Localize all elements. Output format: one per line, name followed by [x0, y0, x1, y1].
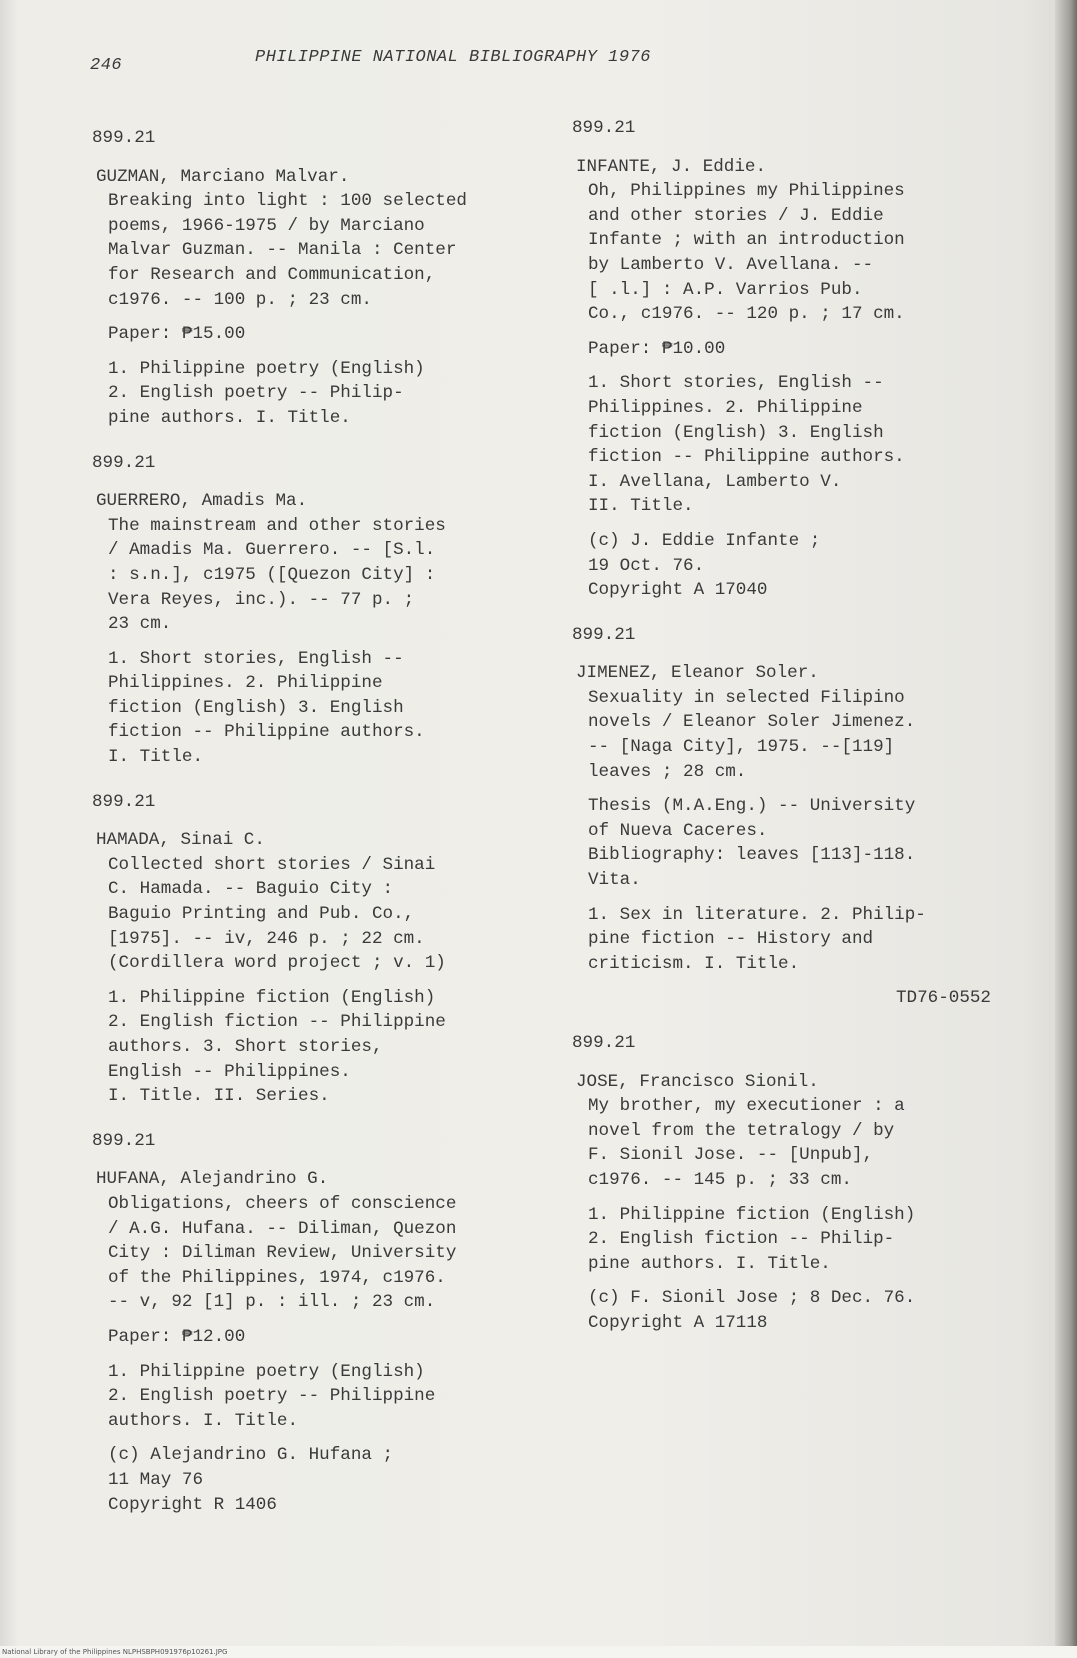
- classification-number: 899.21: [92, 452, 156, 473]
- description-line: of the Philippines, 1974, c1976.: [108, 1267, 446, 1288]
- subject-line: 1. Philippine poetry (English): [108, 1361, 425, 1382]
- description-line: c1976. -- 145 p. ; 33 cm.: [588, 1169, 852, 1190]
- left-column: [92, 126, 536, 1537]
- description-line: : s.n.], c1975 ([Quezon City] :: [108, 564, 436, 585]
- catalog-entry: [92, 790, 536, 1109]
- description-line: Vera Reyes, inc.). -- 77 p. ;: [108, 589, 415, 610]
- description-line: poems, 1966-1975 / by Marciano: [108, 215, 425, 236]
- description-line: Breaking into light : 100 selected: [108, 191, 467, 212]
- body-block: [588, 686, 1021, 784]
- body-block: [588, 1094, 1021, 1192]
- subject-line: 1. Philippine fiction (English): [108, 987, 436, 1008]
- subject-line: 1. Short stories, English --: [108, 648, 404, 669]
- note-line: Paper: ₱10.00: [588, 338, 726, 359]
- description-line: c1976. -- 100 p. ; 23 cm.: [108, 289, 372, 310]
- description-line: novels / Eleanor Soler Jimenez.: [588, 712, 916, 733]
- subject-line: English -- Philippines.: [108, 1061, 351, 1082]
- description-line: The mainstream and other stories: [108, 515, 446, 536]
- page-number: 246: [90, 56, 123, 75]
- subject-line: 2. English poetry -- Philip-: [108, 383, 404, 404]
- catalog-entry: [572, 623, 1021, 1011]
- copyright-line: (c) F. Sionil Jose ; 8 Dec. 76.: [588, 1288, 916, 1309]
- entry-body: [96, 165, 536, 431]
- entry-body: [96, 1167, 536, 1517]
- subject-line: 2. English fiction -- Philippine: [108, 1012, 446, 1033]
- description-line: [ .l.] : A.P. Varrios Pub.: [588, 279, 863, 300]
- subject-line: fiction (English) 3. English: [588, 422, 884, 443]
- classification-number: 899.21: [92, 791, 156, 812]
- subject-line: 1. Philippine fiction (English): [588, 1204, 916, 1225]
- subject-line: I. Avellana, Lamberto V.: [588, 471, 842, 492]
- body-block: [588, 179, 1021, 327]
- entry-body: [96, 828, 536, 1109]
- note-line: Vita.: [588, 870, 641, 891]
- body-block: [108, 853, 536, 976]
- subject-line: II. Title.: [588, 496, 694, 517]
- entry-body: [96, 489, 536, 770]
- entry-heading: GUERRERO, Amadis Ma.: [96, 491, 308, 512]
- subject-line: fiction -- Philippine authors.: [108, 722, 425, 743]
- subject-line: Philippines. 2. Philippine: [108, 673, 383, 694]
- copyright-line: Copyright A 17040: [588, 580, 768, 601]
- description-line: / A.G. Hufana. -- Diliman, Quezon: [108, 1218, 457, 1239]
- description-line: F. Sionil Jose. -- [Unpub],: [588, 1145, 874, 1166]
- copyright-line: 19 Oct. 76.: [588, 555, 705, 576]
- subject-line: 1. Philippine poetry (English): [108, 358, 425, 379]
- subjects-block: [108, 647, 536, 770]
- description-line: -- [Naga City], 1975. --[119]: [588, 737, 895, 758]
- body-block: [108, 514, 536, 637]
- description-line: Malvar Guzman. -- Manila : Center: [108, 240, 457, 261]
- description-line: by Lamberto V. Avellana. --: [588, 254, 874, 275]
- entry-body: [576, 155, 1021, 603]
- catalog-entry: [572, 116, 1021, 603]
- subjects-block: [588, 903, 1021, 977]
- subject-line: 1. Short stories, English --: [588, 373, 884, 394]
- price-block: [588, 794, 1021, 892]
- price-block: [108, 1325, 536, 1350]
- subject-line: I. Title.: [108, 747, 204, 768]
- entry-heading: INFANTE, J. Eddie.: [576, 156, 767, 177]
- subject-line: fiction (English) 3. English: [108, 697, 404, 718]
- subject-line: pine fiction -- History and: [588, 929, 874, 950]
- description-line: Co., c1976. -- 120 p. ; 17 cm.: [588, 304, 905, 325]
- description-line: leaves ; 28 cm.: [588, 761, 747, 782]
- note-line: of Nueva Caceres.: [588, 820, 768, 841]
- description-line: My brother, my executioner : a: [588, 1096, 905, 1117]
- description-line: Collected short stories / Sinai: [108, 854, 436, 875]
- subject-line: 1. Sex in literature. 2. Philip-: [588, 904, 926, 925]
- book-spine-shadow: [1055, 0, 1077, 1658]
- subjects-block: [108, 1360, 536, 1434]
- note-line: Paper: ₱12.00: [108, 1326, 246, 1347]
- subject-line: 2. English fiction -- Philip-: [588, 1229, 895, 1250]
- subject-line: pine authors. I. Title.: [108, 407, 351, 428]
- price-block: [588, 337, 1021, 362]
- subjects-block: [588, 1203, 1021, 1277]
- entry-heading: JOSE, Francisco Sionil.: [576, 1071, 819, 1092]
- subject-line: pine authors. I. Title.: [588, 1253, 831, 1274]
- subject-line: Philippines. 2. Philippine: [588, 397, 863, 418]
- record-id: TD76-0552: [895, 988, 991, 1009]
- right-column: [572, 116, 1021, 1356]
- entry-heading: JIMENEZ, Eleanor Soler.: [576, 663, 819, 684]
- classification-number: 899.21: [572, 118, 636, 138]
- entry-heading: GUZMAN, Marciano Malvar.: [96, 166, 350, 187]
- subject-line: I. Title. II. Series.: [108, 1086, 330, 1107]
- subjects-block: [108, 986, 536, 1109]
- copyright-line: (c) J. Eddie Infante ;: [588, 530, 821, 551]
- note-line: Paper: ₱15.00: [108, 324, 246, 345]
- entry-body: [576, 661, 1021, 1011]
- description-line: and other stories / J. Eddie: [588, 205, 884, 226]
- description-line: [1975]. -- iv, 246 p. ; 22 cm.: [108, 928, 425, 949]
- note-line: Thesis (M.A.Eng.) -- University: [588, 796, 916, 817]
- description-line: -- v, 92 [1] p. : ill. ; 23 cm.: [108, 1292, 436, 1313]
- copyright-block: [588, 1286, 1021, 1335]
- note-line: Bibliography: leaves [113]-118.: [588, 845, 916, 866]
- subject-line: authors. I. Title.: [108, 1410, 299, 1431]
- description-line: Sexuality in selected Filipino: [588, 687, 905, 708]
- body-block: [108, 189, 536, 312]
- classification-number: 899.21: [572, 624, 636, 645]
- subject-line: authors. 3. Short stories,: [108, 1037, 383, 1057]
- classification-number: 899.21: [92, 1130, 156, 1151]
- page-title: PHILIPPINE NATIONAL BIBLIOGRAPHY 1976: [255, 48, 651, 67]
- description-line: C. Hamada. -- Baguio City :: [108, 879, 394, 900]
- catalog-entry: [572, 1031, 1021, 1336]
- description-line: / Amadis Ma. Guerrero. -- [S.l.: [108, 540, 436, 561]
- copyright-line: Copyright A 17118: [588, 1312, 768, 1333]
- description-line: Oh, Philippines my Philippines: [588, 181, 905, 202]
- subject-line: fiction -- Philippine authors.: [588, 447, 905, 468]
- description-line: Baguio Printing and Pub. Co.,: [108, 904, 415, 925]
- description-line: (Cordillera word project ; v. 1): [108, 953, 446, 974]
- body-block: [108, 1192, 536, 1315]
- subjects-block: [588, 371, 1021, 519]
- copyright-line: (c) Alejandrino G. Hufana ;: [108, 1445, 394, 1466]
- catalog-entry: [92, 451, 536, 770]
- price-block: [108, 322, 536, 347]
- entry-body: [576, 1070, 1021, 1336]
- subject-line: criticism. I. Title.: [588, 953, 800, 974]
- entry-heading: HAMADA, Sinai C.: [96, 830, 265, 851]
- description-line: Infante ; with an introduction: [588, 230, 905, 251]
- description-line: for Research and Communication,: [108, 264, 436, 285]
- classification-number: 899.21: [572, 1033, 636, 1053]
- description-line: novel from the tetralogy / by: [588, 1120, 895, 1141]
- entry-heading: HUFANA, Alejandrino G.: [96, 1169, 329, 1190]
- classification-number: 899.21: [92, 128, 156, 148]
- subjects-block: [108, 357, 536, 431]
- description-line: City : Diliman Review, University: [108, 1243, 457, 1264]
- catalog-entry: [92, 126, 536, 431]
- description-line: 23 cm.: [108, 614, 172, 635]
- copyright-block: [588, 529, 1021, 603]
- description-line: Obligations, cheers of conscience: [108, 1193, 457, 1214]
- copyright-block: [108, 1443, 536, 1517]
- subject-line: 2. English poetry -- Philippine: [108, 1386, 436, 1407]
- scan-footer: National Library of the Philippines NLPHSBPH091976p10261.JPG: [0, 1646, 1077, 1658]
- copyright-line: 11 May 76: [108, 1469, 204, 1490]
- catalog-entry: [92, 1129, 536, 1517]
- copyright-line: Copyright R 1406: [108, 1494, 277, 1515]
